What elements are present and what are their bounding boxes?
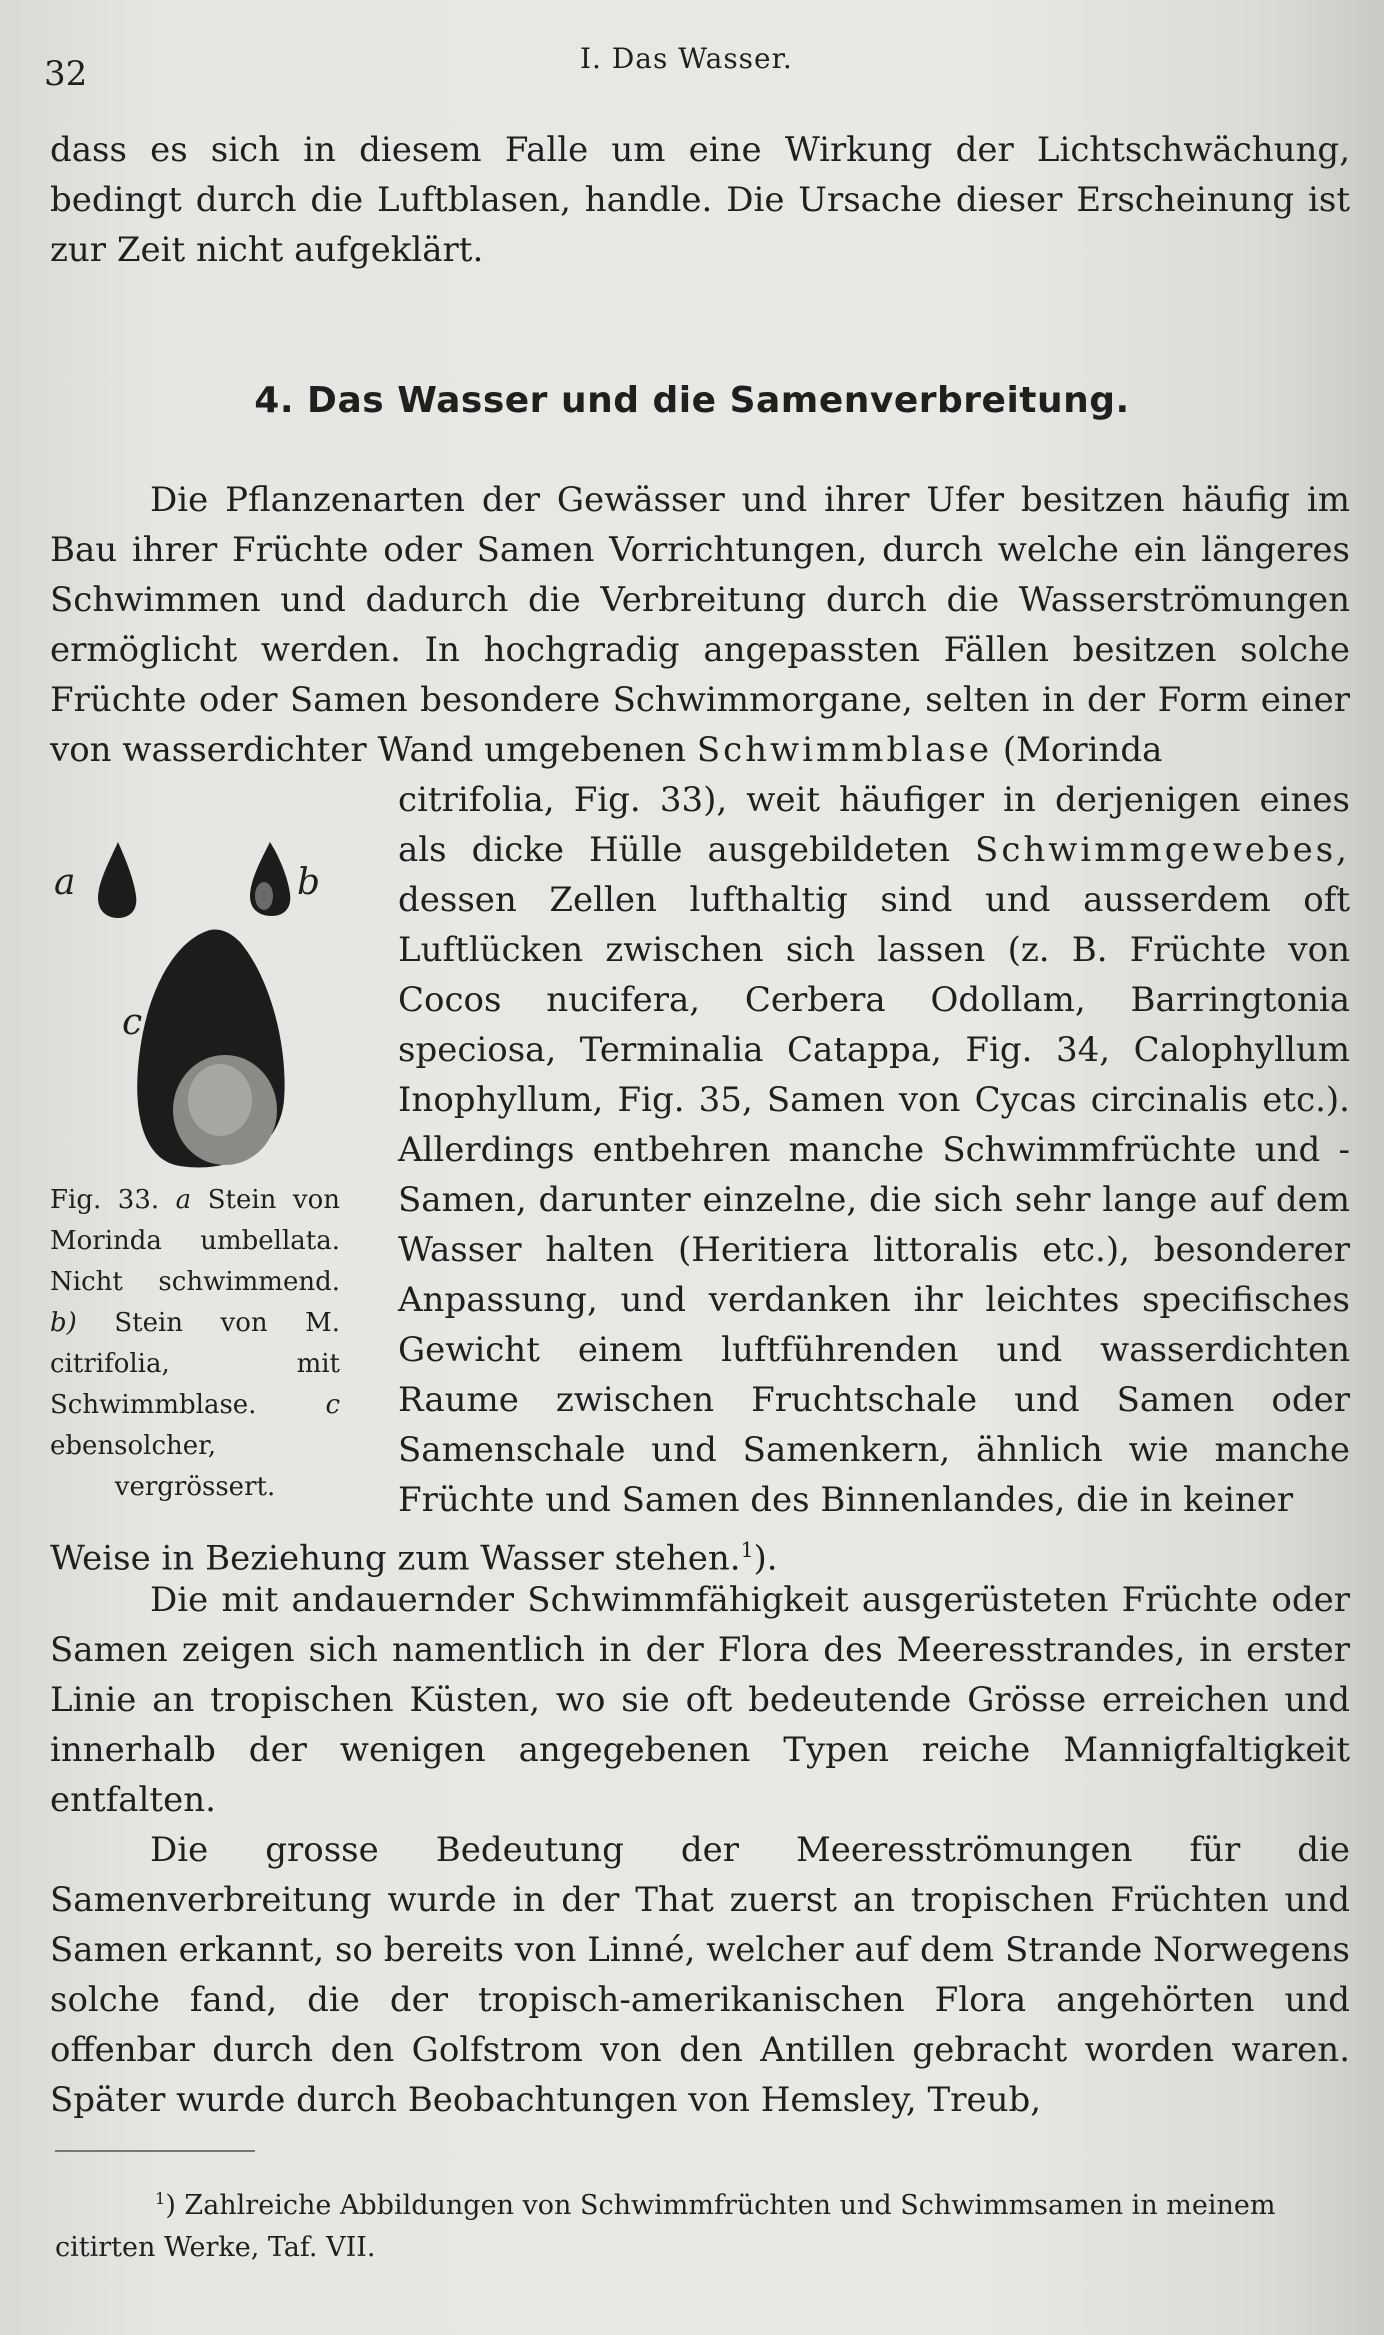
paragraph-1-side-rest: dessen Zellen lufthaltig sind und ausserdem oft Luftlücken zwischen sich lassen (z. B. Früchte von Cocos nucifera, Cerbera Odollam, Barringtonia speciosa, Terminalia Catappa, Fig. 34, Calophyllum Inophyllum, Fig. 35, Samen von Cycas circinalis etc.). Allerdings entbehren manche Schwimmfrüchte und -Samen, darunter einzelne, die sich sehr lange auf dem Wasser halten (Heritiera littoralis etc.), besonderer Anpassung, und verdanken ihr leichtes specifisches Gewicht einem luftführenden und wasserdichten Raume zwischen Fruchtschale und Samen oder Samenschale und Samenkern, ähnlich wie manche Früchte und Samen des Binnenlandes, die in keiner: [398, 880, 1350, 1520]
running-head: I. Das Wasser.: [580, 42, 793, 75]
caption-a-letter: a: [175, 1185, 192, 1215]
figure-label-b: b: [297, 862, 321, 903]
footnote-marker: 1: [155, 2189, 166, 2208]
caption-a-text: Stein von Morinda umbellata. Nicht schwimmend.: [50, 1185, 340, 1297]
paragraph-3-text: Die grosse Bedeutung der Meeresströmungen für die Samenverbreitung wurde in der That zuerst an tropischen Früchten und Samen erkannt, so bereits von Linné, welcher auf dem Strande Norwegens solche fand, die der tropisch-amerikanischen Flora angehörten und offenbar durch den Golfstrom von den Antillen gebracht worden waren. Später wurde durch Beobachtungen von Hemsley, Treub,: [50, 1830, 1350, 2120]
caption-last-line: vergrössert.: [114, 1472, 276, 1502]
page-number: 32: [44, 54, 88, 94]
figure-label-a: a: [54, 862, 76, 903]
caption-b-text: Stein von M. citrifolia, mit Schwimmblase.: [50, 1308, 341, 1420]
paragraph-1-side: [398, 775, 1350, 1525]
paragraph-2-text: Die mit andauernder Schwimmfähigkeit ausgerüsteten Früchte oder Samen zeigen sich namentlich in der Flora des Meeresstrandes, in erster Linie an tropischen Küsten, wo sie oft bedeutende Grösse erreichen und innerhalb der wenigen angegebenen Typen reiche Mannigfaltigkeit entfalten.: [50, 1580, 1350, 1820]
figure-label-c: c: [122, 1002, 143, 1043]
footnote-text: ) Zahlreiche Abbildungen von Schwimmfrüchten und Schwimmsamen in meinem citirten Werke, Taf. VII.: [55, 2190, 1276, 2263]
paragraph-1-side-start: citrifolia, Fig. 33), weit häufiger in derjenigen eines als dicke Hülle ausgebildeten: [398, 780, 1350, 870]
footnote: [55, 2178, 1350, 2269]
footnote-divider: [55, 2150, 255, 2152]
seed-c-highlight: [188, 1064, 252, 1136]
figure-33: [40, 830, 360, 1180]
caption-b-letter: b): [50, 1308, 77, 1338]
paragraph-1-end-tail: ).: [753, 1538, 778, 1579]
intro-text: dass es sich in diesem Falle um eine Wirkung der Lichtschwächung, bedingt durch die Luftblasen, handle. Die Ursache dieser Erscheinung ist zur Zeit nicht aufgeklärt.: [50, 130, 1350, 270]
paragraph-3: [50, 1825, 1350, 2125]
term-schwimmblase: Schwimmblase: [696, 730, 992, 770]
caption-c-text: ebensolcher,: [50, 1431, 217, 1461]
paragraph-2: [50, 1575, 1350, 1825]
paragraph-1-part2: (Morinda: [1002, 730, 1163, 770]
paragraph-1-part1: Die Pflanzenarten der Gewässer und ihrer Ufer besitzen häufig im Bau ihrer Früchte oder Samen Vorrichtungen, durch welche ein längeres Schwimmen und dadurch die Verbreitung durch die Wasserströmungen ermöglicht werden. In hochgradig angepassten Fällen besitzen solche Früchte oder Samen besondere Schwimmorgane, selten in der Form einer von wasserdichter Wand umgebenen: [50, 480, 1350, 770]
paragraph-1-full: [50, 475, 1350, 775]
intro-paragraph: [50, 125, 1350, 275]
seed-b-bladder: [255, 882, 273, 910]
caption-fig-number: Fig. 33.: [50, 1185, 160, 1215]
figure-33-caption: [50, 1180, 340, 1508]
section-heading: 4. Das Wasser und die Samenverbreitung.: [254, 380, 1130, 421]
caption-c-letter: c: [325, 1390, 340, 1420]
term-schwimmgewebe: Schwimmgewebes,: [975, 830, 1350, 870]
paragraph-1-end-text: Weise in Beziehung zum Wasser stehen.: [50, 1538, 741, 1579]
footnote-reference: 1: [740, 1538, 754, 1562]
seed-a-shape: [98, 842, 136, 918]
